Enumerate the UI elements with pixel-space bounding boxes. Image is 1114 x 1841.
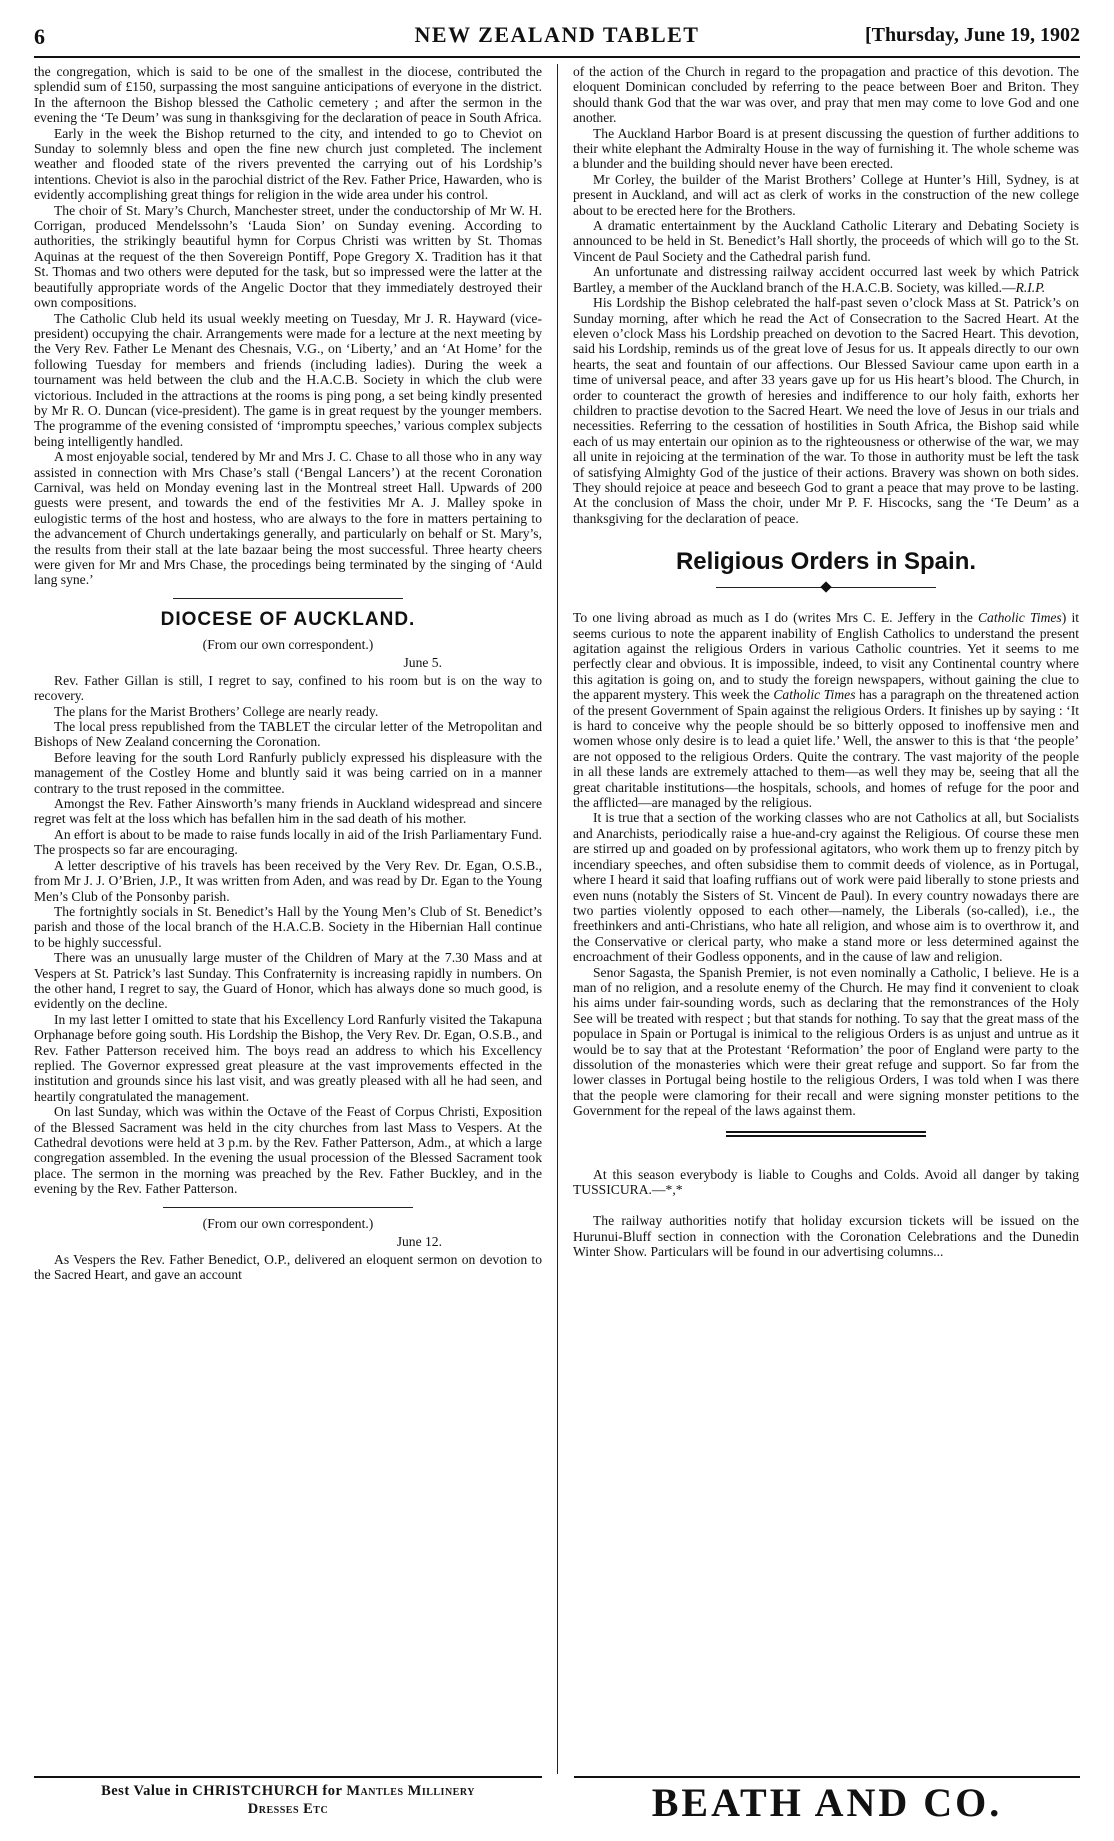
right-column bbox=[573, 64, 1079, 1260]
paragraph: Before leaving for the south Lord Ranfurly publicly expressed his displeasure with the management of the Costley Home and bluntly said it was being carried on in a manner contrary to the trust reposed in the committee. bbox=[34, 749, 542, 796]
paragraph: Senor Sagasta, the Spanish Premier, is not even nominally a Catholic, I believe. He is a man of no religion, and a resolute enemy of the Church. He may find it convenient to cloak his aims under fair-sounding words, such as declaring that the remonstrances of the Holy See will be treated with respect ; but that stands for nothing. To say that the great mass of the populace in Spain or Portugal is inimical to the religious Orders is as unjust and untrue as it would be to say that at the Protestant ‘Reformation’ the poor of England were party to the dissolution of the monasteries which were their great refuge and support. So far from the lower classes in Portugal being hostile to the religious Orders, I was told when I was there that the people were clamoring for their recall and were signing monster petitions to the Government for the repeal of the laws against them. bbox=[573, 964, 1079, 1119]
diocese-heading: DIOCESE OF AUCKLAND. bbox=[160, 608, 416, 630]
paragraph: The Catholic Club held its usual weekly meeting on Tuesday, Mr J. R. Hayward (vice-president) occupying the chair. Arrangements were made for a lecture at the next meeting by the Very Rev. Father Le Menant des Chesnais, V.G., on ‘Liberty,’ and an ‘At Home’ for the following Tuesday for members and friends (including ladies). During the week a tournament was held between the club and the H.A.C.B. Society in which the club were victorious. Included in the attractions at the rooms is ping pong, a set being kindly presented by Mr R. O. Duncan (vice-president). The game is in great request by the younger members. The programme of the evening consisted of ‘impromptu speeches,’ various complex subjects being intelligently handled. bbox=[34, 310, 542, 449]
paragraph: The fortnightly socials in St. Benedict’s Hall by the Young Men’s Club of St. Benedict’s parish and those of the local branch of the H.A.C.B. Society in the Hibernian Hall continue to be highly successful. bbox=[34, 903, 542, 950]
paragraph: The plans for the Marist Brothers’ College are nearly ready. bbox=[54, 703, 379, 719]
paragraph: Amongst the Rev. Father Ainsworth’s many friends in Auckland widespread and sincere regret was felt at the loss which has befallen him in the sad death of his mother. bbox=[34, 796, 542, 827]
paragraph: A letter descriptive of his travels has been received by the Very Rev. Dr. Egan, O.S.B., from Mr J. J. O’Brien, J.P., It was written from Aden, and was read by Dr. Egan to the Young Men’s Club of the Ponsonby parish. bbox=[34, 857, 542, 904]
footer-ad-right: BEATH AND CO. bbox=[574, 1776, 1080, 1826]
publication-name: Catholic Times bbox=[977, 610, 1062, 626]
masthead bbox=[34, 22, 1080, 52]
paragraph: There was an unusually large muster of the Children of Mary at the 7.30 Mass and at Vespers at St. Patrick’s last Sunday. This Confraternity is increasing rapidly in numbers. On the other hand, I regret to say, the Guard of Honor, which has always done so much good, is evidently on the decline. bbox=[34, 950, 542, 1012]
paragraph: The choir of St. Mary’s Church, Manchester street, under the conductorship of Mr W. H. Corrigan, produced Mendelssohn’s ‘Lauda Sion’ on Sunday evening. According to authorities, the strikingly beautiful hymn for Corpus Christi was written by St. Thomas Aquinas at the request of the then Sovereign Pontiff, Pope Gregory X. Tradition has it that St. Thomas and two others were deputed for the task, but so impressed were the latter at the beautifully appropriate words of the Angelic Doctor that they immediately destroyed their own compositions. bbox=[34, 202, 542, 311]
section-rule bbox=[163, 1207, 413, 1208]
paragraph: In my last letter I omitted to state that his Excellency Lord Ranfurly visited the Takapuna Orphanage before going south. His Lordship the Bishop, the Very Rev. Dr. Egan, O.S.B., and Rev. Father Patterson received him. The boys read an address to which his Excellency replied. The Governor expressed great pleasure at the vast improvements effected in the institution and grounds since his last visit, and was greatly pleased with all he had seen, and heartily congratulated the management. bbox=[34, 1011, 542, 1104]
paragraph bbox=[573, 264, 1079, 295]
paragraph: It is true that a section of the working classes who are not Catholics at all, but Socialists and Anarchists, periodically raise a hue-and-cry against the Religious. Of course these men are stirred up and goaded on by professional agitators, who work them up to frenzy pitch by incendiary speeches, and often subsidise them to commit deeds of violence, as in Portugal, where I heard it said that loafing ruffians out of work were paid liberally to stone priests and even nuns (notably the Sisters of St. Vincent de Paul). In every country nowadays there are two parties violently opposed to each other—namely, the Liberals (so-called), i.e., the freethinkers and anti-Christians, who hate all religion, and whose aim is to overthrow it, and the Conservative or clerical party, who make a stand more or less determined against the encroachment of their Godless opponents, and in the cause of law and religion. bbox=[573, 810, 1079, 965]
paragraph: To one living abroad as much as I do (writes Mrs C. E. Jeffery in the Catholic Times) it seems curious to note the apparent inability of English Catholics to understand the present agitation against the religious Orders in various Catholic countries. Yet it seems to me perfectly clear and obvious. It is impossible, indeed, to visit any Continental country where this agitation is going on, and to study the foreign newspapers, without gaining the clue to the apparent mystery. This week the Catholic Times has a paragraph on the threatened action of the present Government of Spain against the religious Orders. It finishes up by saying : ‘It is hard to conceive why the people should be so bitterly opposed to inoffensive men and women whose only desire is to lead a quiet life.’ Well, the answer to this is that ‘the people’ are not opposed to the religious Orders. Quite the contrary. The vast majority of the people in all these lands are extremely attached to them—as well they may be, seeing that all the great charitable institutions—the hospitals, schools, and homes of refuge for the poor and the afflicted—are managed by the religious. bbox=[573, 610, 1080, 811]
notice-paragraph: The railway authorities notify that holiday excursion tickets will be issued on the Hurunui-Bluff section in connection with the Coronation Celebrations and the Dunedin Winter Show. Particulars will be found in our advertising columns... bbox=[573, 1213, 1079, 1260]
paragraph: As Vespers the Rev. Father Benedict, O.P., delivered an eloquent sermon on devotion to the Sacred Heart, and gave an account bbox=[34, 1251, 542, 1283]
paragraph: Rev. Father Gillan is still, I regret to say, confined to his room but is on the way to recovery. bbox=[34, 672, 542, 704]
footer-ad-left: Best Value in CHRISTCHURCH for Mantles Millinery Dresses Etc bbox=[34, 1776, 542, 1818]
paragraph: The local press republished from the TABLET the circular letter of the Metropolitan and Bishops of New Zealand concerning the Coronation. bbox=[34, 719, 542, 750]
double-rule bbox=[726, 1131, 926, 1137]
paragraph: A dramatic entertainment by the Auckland Catholic Literary and Debating Society is announced to be held in St. Benedict’s Hall shortly, the proceeds of which will go to the St. Vincent de Paul Society and the Cathedral parish fund. bbox=[573, 218, 1079, 264]
paragraph: the congregation, which is said to be one of the smallest in the diocese, contributed the splendid sum of £150, surpassing the most sanguine anticipations of everyone in the district. In the afternoon the Bishop blessed the Catholic cemetery ; and after the sermon in the evening the ‘Te Deum’ was sung in thanksgiving for the declaration of peace in South Africa. bbox=[34, 64, 542, 126]
paragraph: His Lordship the Bishop celebrated the half-past seven o’clock Mass at St. Patrick’s on Sunday morning, after which he read the Act of Consecration to the Sacred Heart. At the eleven o’clock Mass his Lordship preached on devotion to the Sacred Heart. This devotion, said his Lordship, reminds us of the great love of Jesus for us. It appeals directly to our own hearts, the seat and fountain of our affections. Our Blessed Saviour came upon earth in a time of universal peace, and after 33 years gave up for us His heart’s blood. The Church, in order to counteract the growth of heresies and indifference to our holy faith, exhorts her children to practise devotion to the Sacred Heart. We need the love of Jesus in our trials and necessities. Referring to the cessation of hostilities in South Africa, the Bishop said while each of us may entertain our opinion as to the righteousness or otherwise of the war, we may all unite in rejoicing at the termination of the war. To those in authority must be left the task of satisfying Almighty God of the justice of their actions. Bravery was shown on both sides. They should rejoice at peace and beseech God to grant a peace that may prove to be lasting. At the conclusion of Mass the choir, under Mr P. F. Hiscocks, sang the ‘Te Deum’ as a thanksgiving for the declaration of peace. bbox=[573, 295, 1079, 526]
paragraph: The Auckland Harbor Board is at present discussing the question of further additions to their white elephant the Admiralty House in the way of furnishing it. The whole scheme was a blunder and the building should never have been erected. bbox=[573, 125, 1079, 172]
dateline: June 5. bbox=[403, 654, 442, 670]
footer-advertisements bbox=[34, 1776, 1080, 1836]
paragraph: On last Sunday, which was within the Octave of the Feast of Corpus Christi, Exposition of the Blessed Sacrament was held in the city churches from last Mass to Vespers. At the Cathedral devotions were held at 3 p.m. by the Rev. Father Patterson, Adm., at which a large congregation assembled. In the evening the usual procession of the Blessed Sacrament took place. The sermon in the morning was preached by the Rev. Father Buckley, and in the evening by the Rev. Father Patterson. bbox=[34, 1104, 542, 1197]
publication-name: Catholic Times bbox=[773, 687, 856, 703]
rip-text: R.I.P. bbox=[1015, 279, 1046, 295]
diamond-rule bbox=[716, 582, 936, 594]
religious-orders-heading: Religious Orders in Spain. bbox=[675, 548, 977, 576]
paragraph: Early in the week the Bishop returned to the city, and intended to go to Cheviot on Sunday to solemnly bless and open the fine new church just completed. The inclement weather and flooded state of the rivers prevented the carrying out of his Lordship’s intentions. Cheviot is also in the parochial district of the Rev. Father Price, Hawarden, who is evidently accomplishing great things for religion in the wide area under his control. bbox=[34, 125, 542, 203]
accident-text: An unfortunate and distressing railway accident occurred last week by which Patrick Bartley, a member of the Auckland branch of the H.A.C.B. Society, was killed.— bbox=[573, 264, 1079, 295]
issue-date: [Thursday, June 19, 1902 bbox=[864, 24, 1080, 46]
page-number: 6 bbox=[34, 24, 45, 49]
masthead-rule bbox=[34, 56, 1080, 58]
newspaper-title: NEW ZEALAND TABLET bbox=[414, 22, 700, 47]
column-divider bbox=[557, 64, 558, 1774]
paragraph: of the action of the Church in regard to the propagation and practice of this devotion. The eloquent Dominican concluded by referring to the peace between Boer and Briton. They should thank God that the war was over, and pray that men may come to love God and one another. bbox=[573, 64, 1079, 126]
diamond-icon bbox=[820, 582, 831, 593]
paragraph: A most enjoyable social, tendered by Mr and Mrs J. C. Chase to all those who in any way assisted in connection with Mrs Chase’s stall (‘Bengal Lancers’) at the recent Coronation Carnival, was held on Monday evening last in the Montreal street Hall. Upwards of 200 guests were present, and towards the end of the festivities Mr A. J. Malley spoke in eulogistic terms of the host and hostess, who are always to the fore in matters pertaining to the advancement of Church undertakings generally, and particularly on behalf or St. Mary’s, the results from their stall at the late bazaar being the most successful. Three hearty cheers were given for Mr and Mrs Chase, the procedings being terminated by the singing of ‘Auld lang syne.’ bbox=[34, 449, 542, 588]
correspondent-line: (From our own correspondent.) bbox=[202, 636, 374, 652]
paragraph: Mr Corley, the builder of the Marist Brothers’ College at Hunter’s Hill, Sydney, is at present in Auckland, and will act as clerk of works in the construction of the new college about to be erected here for the Brothers. bbox=[573, 171, 1079, 218]
dateline: June 12. bbox=[396, 1233, 442, 1249]
notice-paragraph: At this season everybody is liable to Coughs and Colds. Avoid all danger by taking TUSSICURA.—*,* bbox=[573, 1166, 1079, 1197]
left-column bbox=[34, 64, 542, 1282]
section-rule bbox=[173, 598, 403, 599]
paragraph: An effort is about to be made to raise funds locally in aid of the Irish Parliamentary Fund. The prospects so far are encouraging. bbox=[34, 826, 542, 858]
correspondent-line: (From our own correspondent.) bbox=[202, 1215, 374, 1231]
